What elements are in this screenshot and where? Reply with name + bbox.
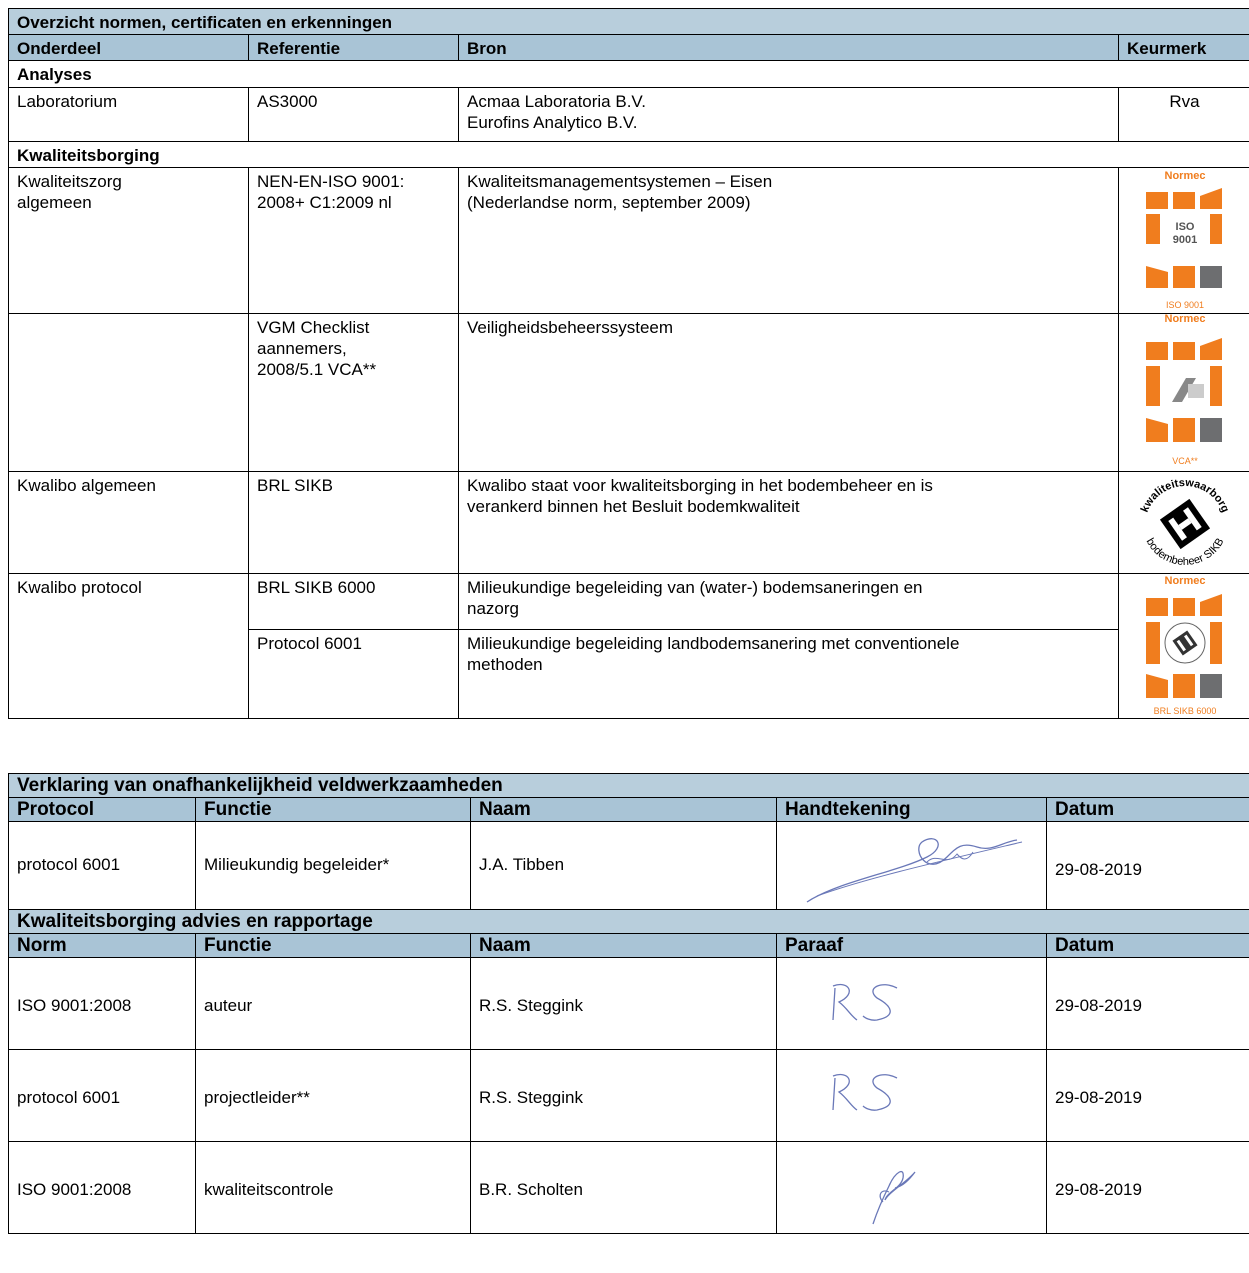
verklaring-table — [8, 773, 1249, 912]
advies-naam: R.S. Steggink — [471, 958, 777, 1050]
protocol-bron-a — [459, 574, 1119, 630]
advies-norm: ISO 9001:2008 — [9, 958, 196, 1050]
vgm-ref-1: VGM Checklist — [257, 318, 370, 337]
col-keurmerk: Keurmerk — [1119, 35, 1249, 61]
verklaring-title: Verklaring van onafhankelijkheid veldwerkzaamheden — [9, 774, 1249, 798]
kz-ref-2: 2008+ C1:2009 nl — [257, 193, 392, 212]
col-functie: Functie — [196, 934, 471, 958]
col-paraaf: Paraaf — [777, 934, 1047, 958]
iso-9001-logo — [1130, 168, 1240, 312]
paraaf-cell — [777, 958, 1047, 1050]
brl-logo-cell — [1119, 574, 1249, 719]
col-functie: Functie — [196, 798, 471, 822]
protocol-onderdeel: Kwalibo protocol — [9, 574, 249, 719]
kwalibo-bron — [459, 472, 1119, 574]
normen-table — [8, 8, 1249, 719]
col-norm: Norm — [9, 934, 196, 958]
advies-datum: 29-08-2019 — [1047, 1050, 1249, 1142]
vgm-onderdeel — [9, 314, 249, 472]
vgm-ref-2: aannemers, — [257, 339, 347, 358]
paraaf-cell — [777, 1142, 1047, 1234]
signature-tibben — [777, 822, 1045, 906]
section-kwaliteitsborging: Kwaliteitsborging — [9, 142, 1249, 168]
protocol-bron-b-1: Milieukundige begeleiding landbodemsanering met conventionele — [467, 634, 960, 654]
kz-onderdeel-1: Kwaliteitszorg — [17, 172, 122, 191]
handtekening-cell — [777, 822, 1047, 912]
advies-table — [8, 909, 1249, 1234]
lab-bron-1: Acmaa Laboratoria B.V. — [467, 92, 646, 111]
kwalibo-onderdeel: Kwalibo algemeen — [9, 472, 249, 574]
brl-sikb-6000-logo — [1130, 574, 1240, 718]
verklaring-datum: 29-08-2019 — [1047, 822, 1249, 912]
advies-datum: 29-08-2019 — [1047, 1142, 1249, 1234]
svg-text:kwaliteitswaarborg: kwaliteitswaarborg — [1138, 476, 1231, 515]
svg-text:ISO 9001: ISO 9001 — [1165, 300, 1204, 310]
verklaring-protocol: protocol 6001 — [9, 822, 196, 912]
vgm-referentie — [249, 314, 459, 472]
col-naam: Naam — [471, 934, 777, 958]
vca-logo — [1130, 314, 1240, 470]
kz-bron-1: Kwaliteitsmanagementsystemen – Eisen — [467, 172, 773, 191]
svg-text:VCA**: VCA** — [1171, 456, 1198, 466]
advies-title: Kwaliteitsborging advies en rapportage — [9, 910, 1249, 934]
col-protocol: Protocol — [9, 798, 196, 822]
protocol-ref-a: BRL SIKB 6000 — [249, 574, 459, 630]
col-bron: Bron — [459, 35, 1119, 61]
vca-logo-cell — [1119, 314, 1249, 472]
lab-bron-2: Eurofins Analytico B.V. — [467, 113, 638, 132]
kwalibo-bron-1: Kwalibo staat voor kwaliteitsborging in het bodembeheer en is — [467, 476, 933, 495]
advies-norm: ISO 9001:2008 — [9, 1142, 196, 1234]
svg-text:bodembeheer SIKB: bodembeheer SIKB — [1143, 536, 1226, 569]
advies-datum: 29-08-2019 — [1047, 958, 1249, 1050]
kwalibo-bron-2: verankerd binnen het Besluit bodemkwaliteit — [467, 497, 800, 516]
paraaf-rs — [777, 1050, 1045, 1136]
protocol-bron-b-2: methoden — [467, 655, 543, 675]
paraaf-br — [777, 1142, 1045, 1228]
normen-title: Overzicht normen, certificaten en erkenningen — [9, 9, 1249, 35]
svg-text:Normec: Normec — [1164, 575, 1205, 587]
sikb-logo-cell — [1119, 472, 1249, 574]
lab-referentie: AS3000 — [249, 88, 459, 142]
svg-text:Normec: Normec — [1164, 170, 1205, 182]
sikb-kwaliteitswaarborg-logo — [1130, 472, 1240, 572]
protocol-bron-b — [459, 630, 1119, 719]
table-row — [9, 1142, 1249, 1234]
section-analyses: Analyses — [9, 61, 1249, 88]
kz-bron — [459, 168, 1119, 314]
svg-text:Normec: Normec — [1164, 314, 1205, 325]
advies-norm: protocol 6001 — [9, 1050, 196, 1142]
kz-bron-2: (Nederlandse norm, september 2009) — [467, 193, 751, 212]
advies-functie: kwaliteitscontrole — [196, 1142, 471, 1234]
svg-text:BRL SIKB 6000: BRL SIKB 6000 — [1153, 706, 1216, 716]
svg-text:9001: 9001 — [1172, 234, 1197, 246]
advies-functie: auteur — [196, 958, 471, 1050]
vgm-bron: Veiligheidsbeheerssysteem — [459, 314, 1119, 472]
kz-ref-1: NEN-EN-ISO 9001: — [257, 172, 405, 191]
protocol-ref-b: Protocol 6001 — [249, 630, 459, 719]
col-datum: Datum — [1047, 798, 1249, 822]
col-handtekening: Handtekening — [777, 798, 1047, 822]
protocol-bron-a-2: nazorg — [467, 599, 519, 618]
table-row — [9, 1050, 1249, 1142]
col-referentie: Referentie — [249, 35, 459, 61]
col-datum: Datum — [1047, 934, 1249, 958]
protocol-bron-a-1: Milieukundige begeleiding van (water-) bodemsaneringen en — [467, 578, 923, 597]
table-row — [9, 958, 1249, 1050]
iso-9001-logo-cell — [1119, 168, 1249, 314]
col-naam: Naam — [471, 798, 777, 822]
kz-onderdeel — [9, 168, 249, 314]
lab-keurmerk: Rva — [1119, 88, 1249, 142]
paraaf-cell — [777, 1050, 1047, 1142]
vgm-ref-3: 2008/5.1 VCA** — [257, 360, 377, 379]
advies-functie: projectleider** — [196, 1050, 471, 1142]
verklaring-functie: Milieukundig begeleider* — [196, 822, 471, 912]
kz-onderdeel-2: algemeen — [17, 193, 92, 212]
kz-referentie — [249, 168, 459, 314]
advies-naam: R.S. Steggink — [471, 1050, 777, 1142]
verklaring-naam: J.A. Tibben — [471, 822, 777, 912]
paraaf-rs — [777, 958, 1045, 1044]
lab-onderdeel: Laboratorium — [9, 88, 249, 142]
kwalibo-referentie: BRL SIKB — [249, 472, 459, 574]
lab-bron — [459, 88, 1119, 142]
svg-text:ISO: ISO — [1175, 221, 1194, 233]
advies-naam: B.R. Scholten — [471, 1142, 777, 1234]
col-onderdeel: Onderdeel — [9, 35, 249, 61]
